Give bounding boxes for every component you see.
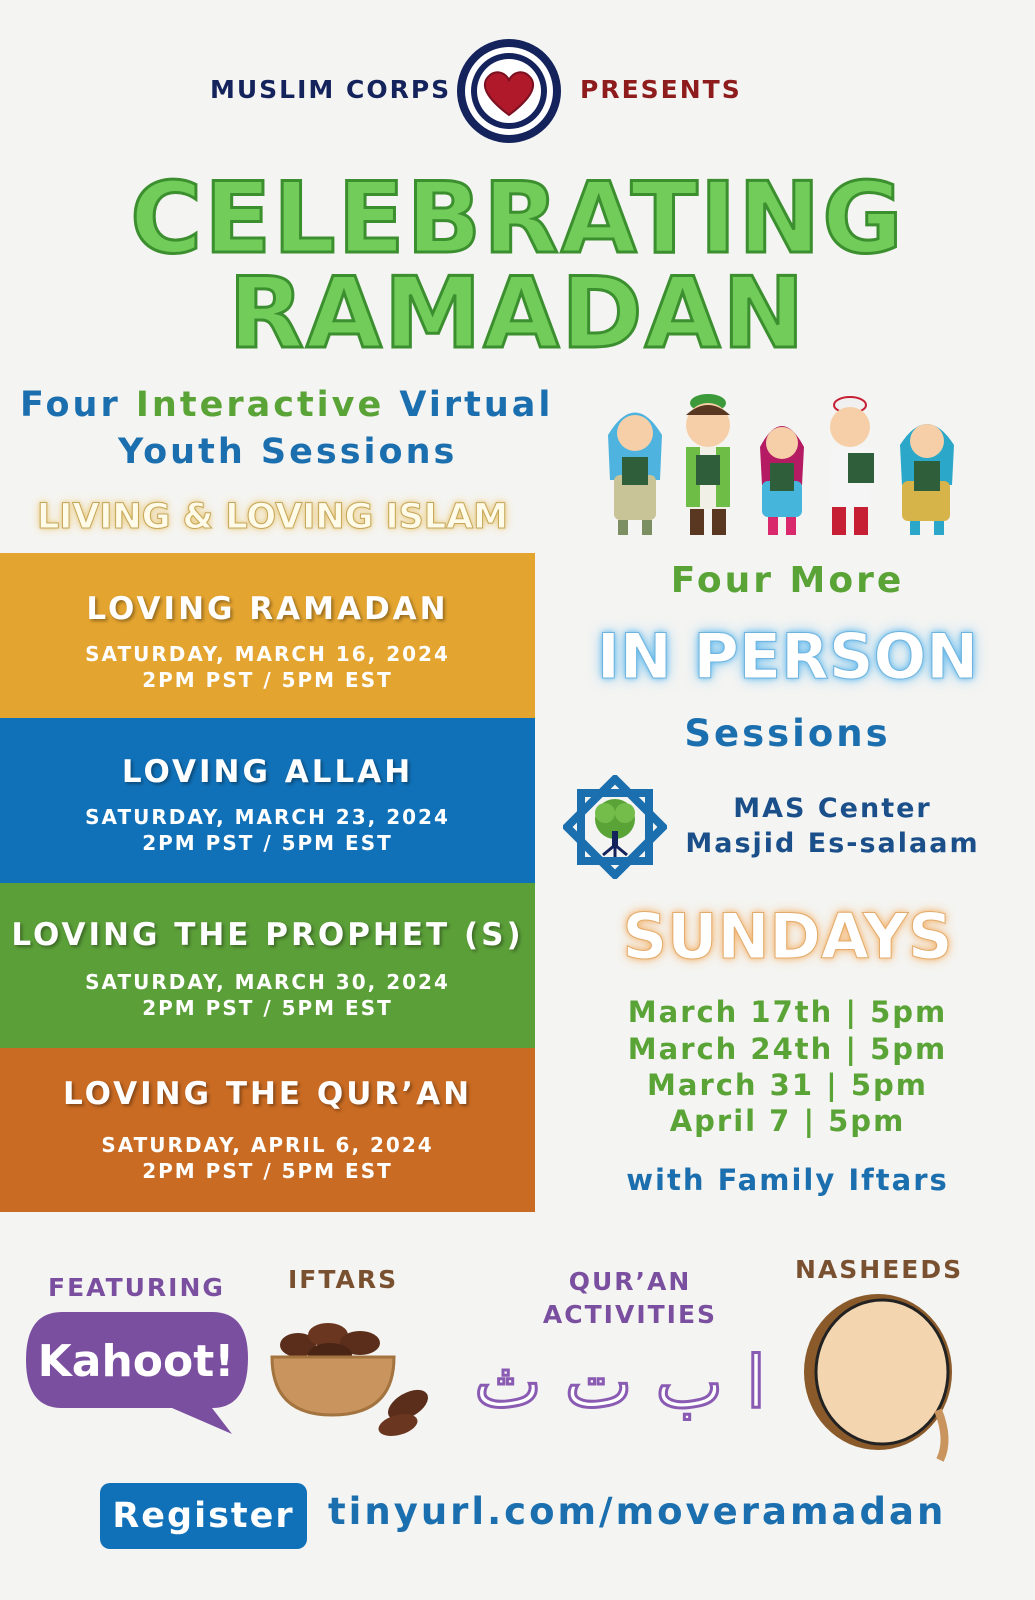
- child-figure: [608, 413, 662, 536]
- intro-line1: [20, 385, 553, 425]
- session-band-3: [0, 883, 535, 1048]
- children-illustration: [600, 385, 965, 545]
- arabic-letters: ا ب ت ث: [473, 1340, 766, 1424]
- session-time: 2PM PST / 5PM EST: [142, 1159, 393, 1183]
- mosque-tree-logo-icon: [563, 775, 667, 879]
- session-title: LOVING ALLAH: [121, 754, 414, 790]
- session-date: SATURDAY, MARCH 16, 2024: [85, 642, 450, 666]
- sundays-heading: SUNDAYS: [622, 900, 953, 973]
- quran-label-line2: ACTIVITIES: [542, 1300, 718, 1329]
- session-band-4: [0, 1048, 535, 1212]
- kahoot-logo: [22, 1308, 250, 1428]
- venue-name-line2: Masjid Es-salaam: [685, 828, 980, 859]
- dates-bowl-icon: [270, 1305, 440, 1445]
- session-title: LOVING RAMADAN: [86, 591, 449, 627]
- nasheeds-label: NASHEEDS: [795, 1255, 964, 1284]
- four-more-label: Four More: [670, 560, 905, 601]
- in-person-heading: IN PERSON: [596, 620, 979, 693]
- intro-word-virtual: Virtual: [399, 385, 554, 425]
- title-line2: RAMADAN: [228, 257, 807, 371]
- session-time: 2PM PST / 5PM EST: [142, 996, 393, 1020]
- session-time: 2PM PST / 5PM EST: [142, 668, 393, 692]
- featuring-label: FEATURING: [48, 1273, 225, 1302]
- intro-word-interactive: Interactive: [135, 385, 385, 425]
- sunday-date: April 7 | 5pm: [669, 1104, 906, 1138]
- header-organization: MUSLIM CORPS: [210, 75, 452, 104]
- kahoot-text: Kahoot!: [37, 1336, 235, 1387]
- sunday-date: March 31 | 5pm: [647, 1068, 928, 1102]
- quran-label-line1: QUR’AN: [568, 1267, 692, 1296]
- title-line1: CELEBRATING: [130, 162, 905, 276]
- child-figure: [760, 426, 804, 535]
- session-date: SATURDAY, MARCH 23, 2024: [85, 805, 450, 829]
- intro-word-four: Four: [20, 385, 121, 425]
- register-link[interactable]: tinyurl.com/moveramadan: [328, 1490, 947, 1533]
- child-figure: [900, 424, 954, 535]
- header-presents: PRESENTS: [580, 75, 742, 104]
- session-band-1: [0, 553, 535, 718]
- child-figure: [686, 394, 730, 535]
- sessions-label: Sessions: [684, 712, 891, 755]
- family-iftars-label: with Family Iftars: [626, 1163, 949, 1197]
- child-figure: [830, 397, 874, 535]
- intro-line2: Youth Sessions: [118, 432, 458, 472]
- sunday-date: March 17th | 5pm: [627, 995, 948, 1029]
- sunday-date: March 24th | 5pm: [627, 1032, 948, 1066]
- register-button[interactable]: Register: [100, 1483, 307, 1549]
- session-band-2: [0, 718, 535, 883]
- session-date: SATURDAY, MARCH 30, 2024: [85, 970, 450, 994]
- drum-icon: [800, 1290, 960, 1465]
- iftars-label: IFTARS: [288, 1265, 399, 1294]
- session-time: 2PM PST / 5PM EST: [142, 831, 393, 855]
- session-title: LOVING THE QUR’AN: [62, 1076, 473, 1112]
- session-title: LOVING THE PROPHET (S): [11, 917, 524, 953]
- heart-logo-icon: [455, 37, 563, 145]
- venue-name-line1: MAS Center: [733, 793, 932, 824]
- session-date: SATURDAY, APRIL 6, 2024: [101, 1133, 434, 1157]
- quran-activities-label: [540, 1265, 720, 1331]
- series-title: LIVING & LOVING ISLAM: [37, 497, 508, 537]
